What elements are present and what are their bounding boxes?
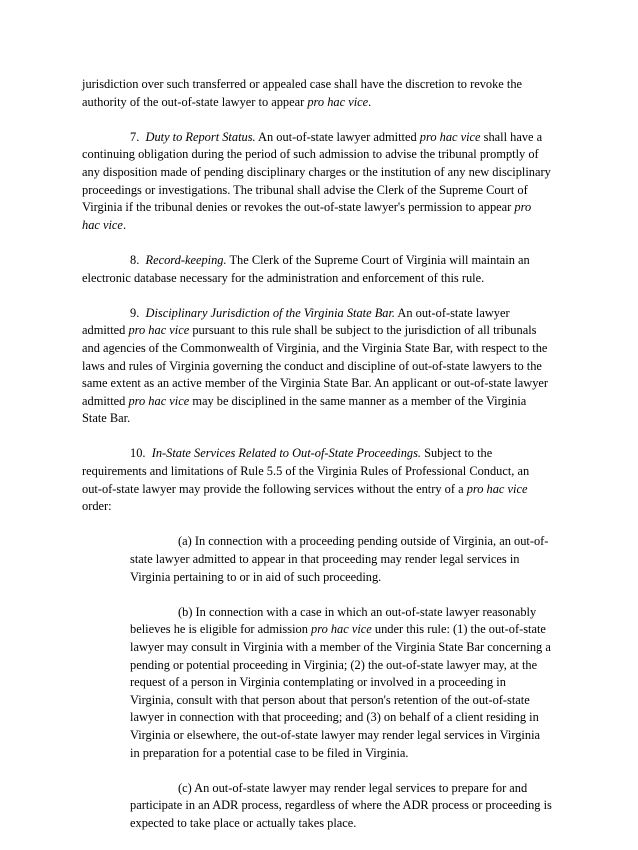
paragraph-continuation: jurisdiction over such transferred or appealed case shall have the discretion to revoke the authority of the out-of-state lawyer to appear pro hac vice. [82, 77, 523, 109]
section-title: Duty to Report Status. [145, 129, 256, 144]
paragraph-9: 9. Disciplinary Jurisdiction of the Virginia State Bar. An out-of-state lawyer admitted pro hac vice pursuant to this rule shall be subject to the jurisdiction of all tribunals and agencies of the Commonwealth of Virginia, and the Virginia State Bar, with respect to the laws and rules of Virginia governing the conduct and discipline of out-of-state lawyers to the same extent as an active member of the Virginia State Bar. An applicant or out-of-state lawyer admitted pro hac vice may be disciplined in the same manner as a member of the Virginia State Bar. [82, 305, 549, 426]
section-number: 10. [130, 446, 146, 461]
section-title: Record-keeping. [145, 252, 227, 267]
subparagraph-c: (c) An out-of-state lawyer may render legal services to prepare for and participate in an ADR process, regardless of where the ADR process or proceeding is expected to take place or actually takes place. [130, 780, 552, 830]
paragraph-8: 8. Record-keeping. The Clerk of the Supreme Court of Virginia will maintain an electronic database necessary for the administration and enforcement of this rule. [82, 252, 530, 285]
section-number: 9. [130, 305, 140, 320]
section-title: Disciplinary Jurisdiction of the Virginia State Bar. [145, 305, 396, 320]
paragraph-7: 7. Duty to Report Status. An out-of-state lawyer admitted pro hac vice shall have a continuing obligation during the period of such admission to advise the tribunal promptly of any disposition made of pending disciplinary charges or the institution of any new disciplinary proceedings or investigations. The tribunal shall advise the Clerk of the Supreme Court of Virginia if the tribunal denies or revokes the out-of-state lawyer's permission to appear pro hac vice. [82, 129, 551, 232]
document-page [82, 76, 552, 850]
subparagraph-a: (a) In connection with a proceeding pending outside of Virginia, an out-of-state lawyer admitted to appear in that proceeding may render legal services in Virginia pertaining to or in aid of such proceeding. [130, 534, 549, 584]
section-number: 7. [130, 129, 140, 144]
subparagraph-b: (b) In connection with a case in which an out-of-state lawyer reasonably believes he is eligible for admission pro hac vice under this rule: (1) the out-of-state lawyer may consult in Virginia with a member of the Virginia State Bar concerning a pending or potential proceeding in Virginia; (2) the out-of-state lawyer may, at the request of a person in Virginia contemplating or involved in a proceeding in Virginia, consult with that person about that person's retention of the out-of-state lawyer in connection with that proceeding; and (3) on behalf of a client residing in Virginia or elsewhere, the out-of-state lawyer may render legal services in Virginia in preparation for a potential case to be filed in Virginia. [130, 604, 551, 760]
section-number: 8. [130, 252, 140, 267]
section-title: In-State Services Related to Out-of-State Proceedings. [151, 446, 421, 461]
paragraph-10: 10. In-State Services Related to Out-of-State Proceedings. Subject to the requirements and limitations of Rule 5.5 of the Virginia Rules of Professional Conduct, an out-of-state lawyer may provide the following services without the entry of a pro hac vice order: [82, 446, 530, 514]
